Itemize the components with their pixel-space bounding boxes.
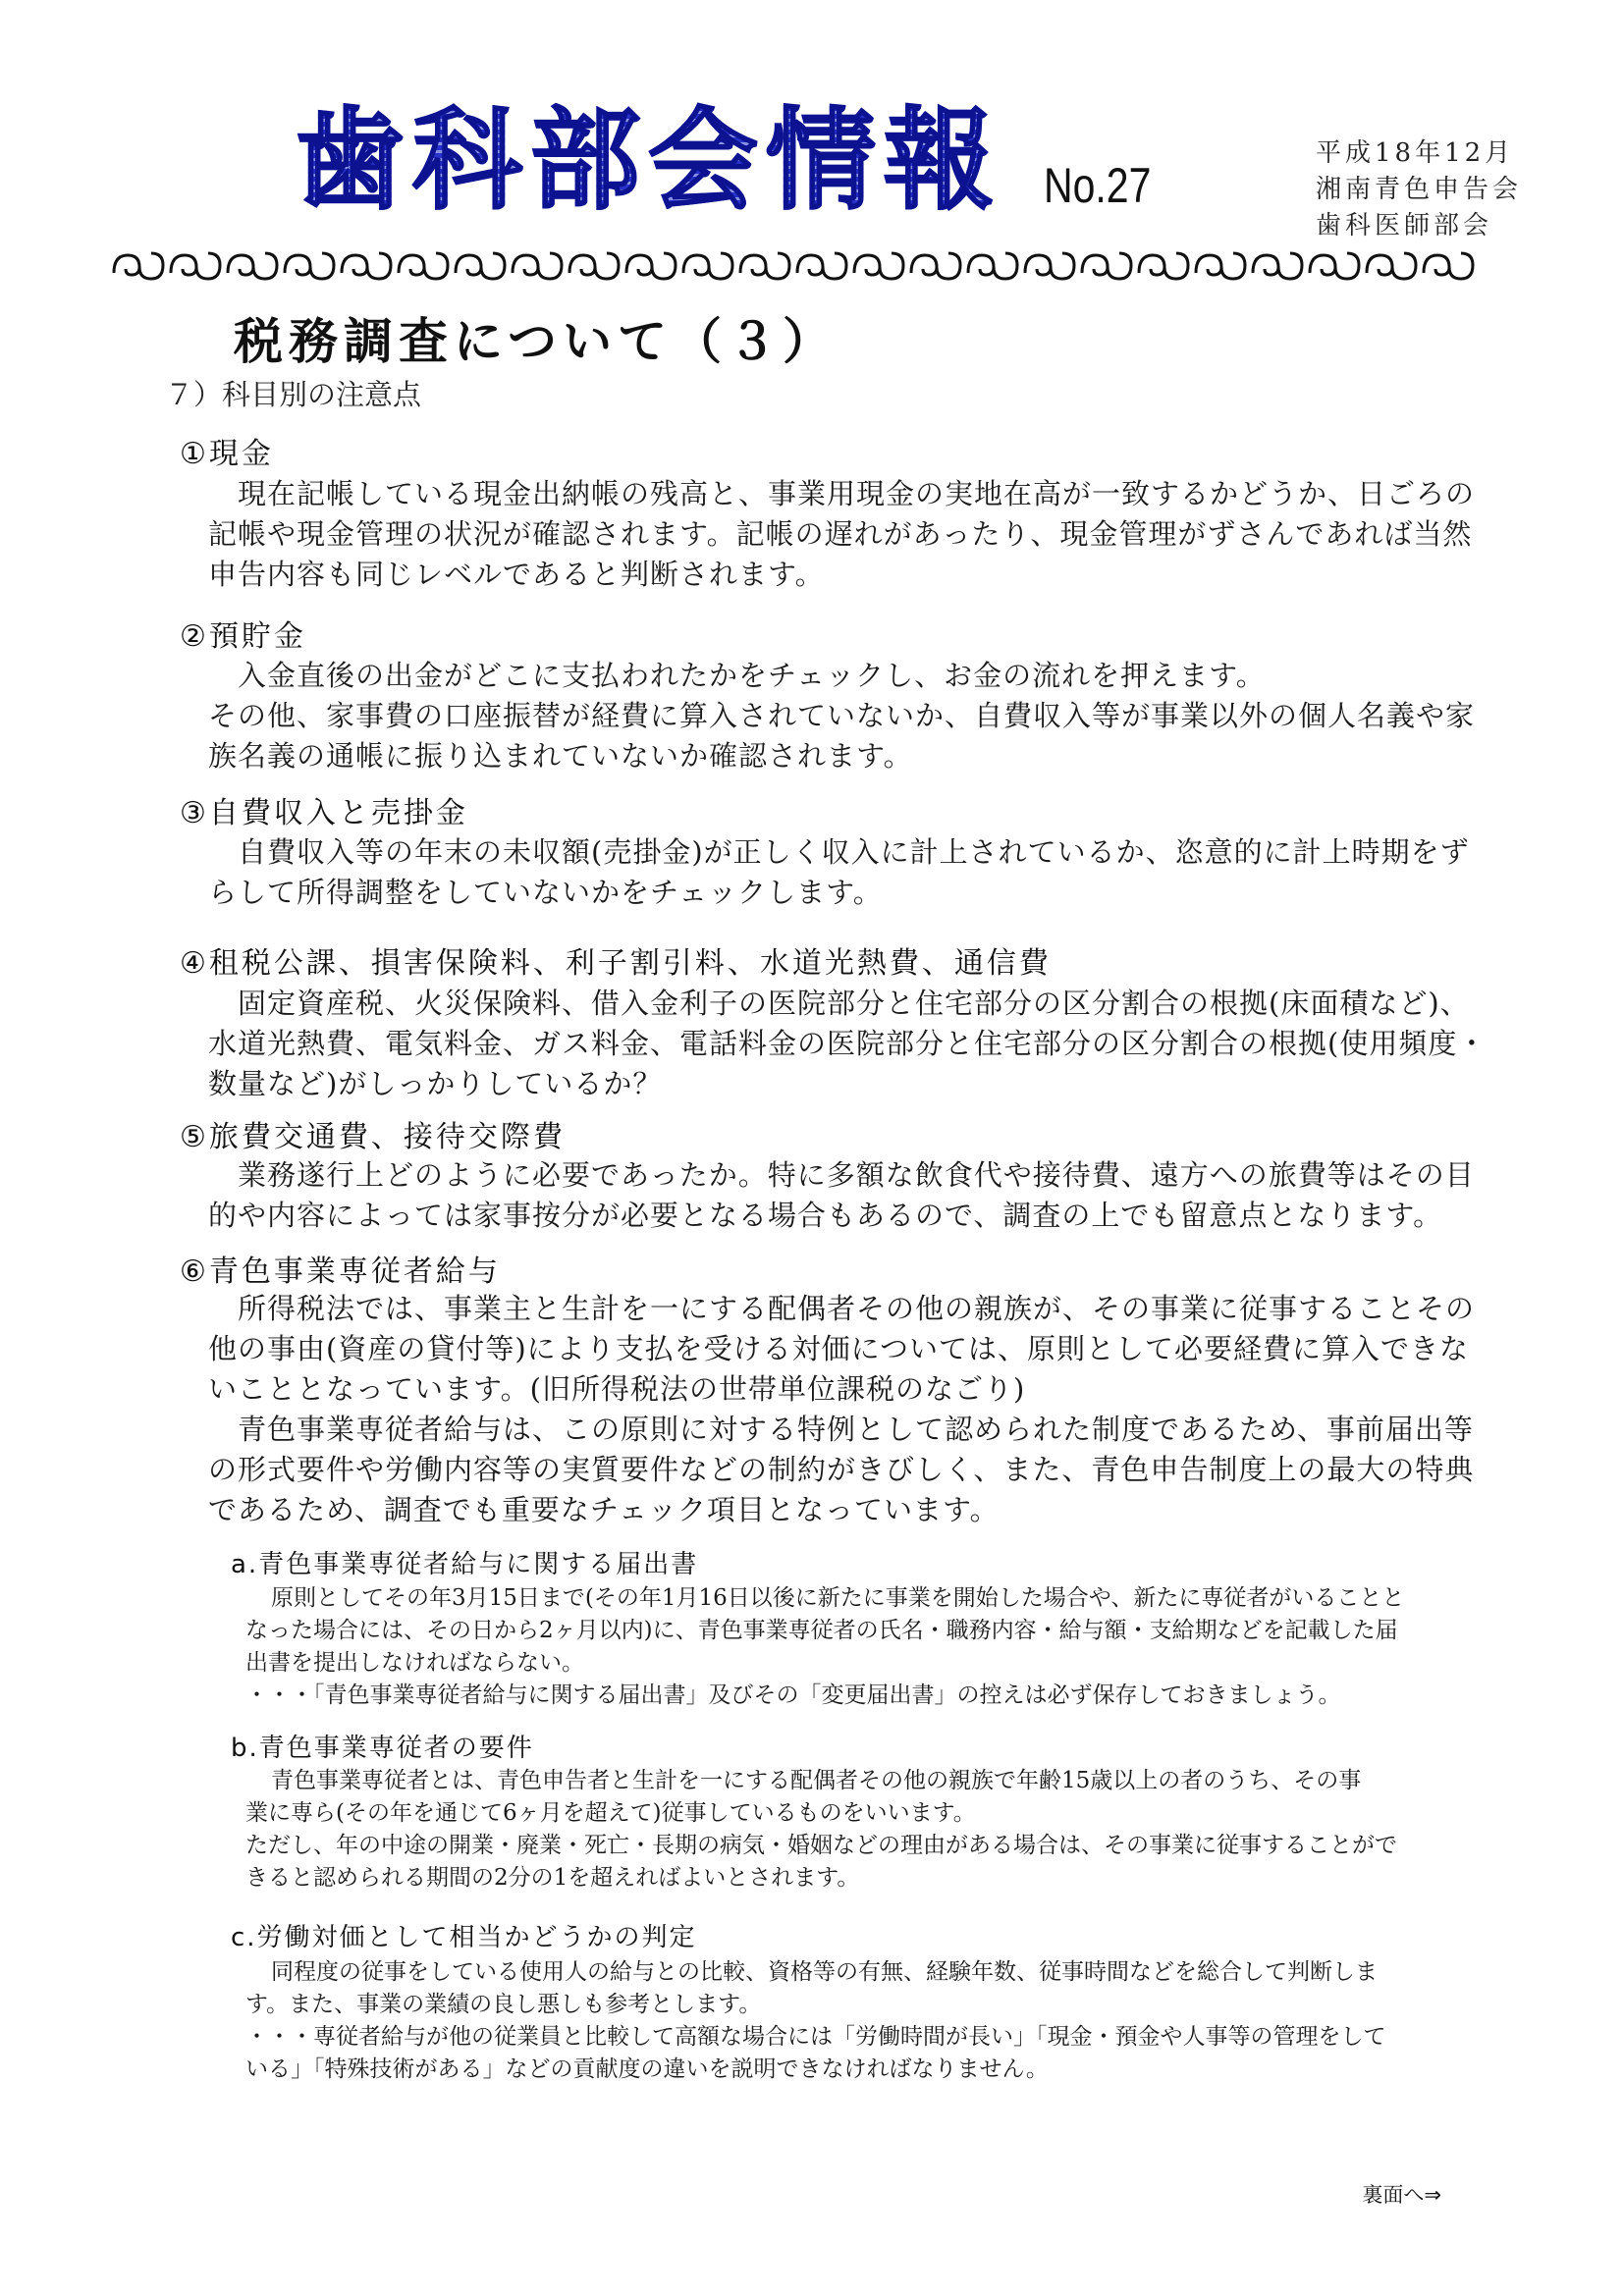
subitem-body-requirements [245, 1765, 1542, 1895]
body-line: す。また、事業の業績の良し悪しも参考とします。 [245, 1992, 762, 2017]
body-line: 青色事業専従者給与は、この原則に対する特例として認められた制度であるため、事前届出等 [238, 1413, 1474, 1446]
body-line: 数量など)がしっかりしているか？ [208, 1067, 663, 1100]
body-line: 現在記帳している現金出納帳の残高と、事業用現金の実地在高が一致するかどうか、日ごろの [238, 477, 1476, 510]
body-line: 青色事業専従者とは、青色申告者と生計を一にする配偶者その他の親族で年齢15歳以上の者のうち、その事 [271, 1768, 1362, 1793]
item-heading-expenses: ④租税公課、損害保険料、利子割引料、水道光熱費、通信費 [180, 946, 1052, 981]
body-line: いる」「特殊技術がある」などの貢献度の違いを説明できなければなりません。 [245, 2056, 1049, 2082]
item-body-expenses [208, 984, 1524, 1104]
body-line: 入金直後の出金がどこに支払われたかをチェックし、お金の流れを押えます。 [238, 659, 1266, 692]
body-line: 業に専ら(その年を通じて6ヶ月を超えて)従事しているものをいいます。 [245, 1800, 976, 1826]
body-line: であるため、調査でも重要なチェック項目となっています。 [208, 1493, 1000, 1526]
org-date: 平成18年12月 [1316, 138, 1515, 168]
body-line: なった場合には、その日から2ヶ月以内)に、青色事業専従者の氏名・職務内容・給与額・支給期などを記載した届 [245, 1618, 1398, 1643]
body-line: その他、家事費の口座振替が経費に算入されていないか、自費収入等が事業以外の個人名義や家 [208, 699, 1476, 732]
item-body-travel [208, 1155, 1524, 1236]
item-body-deposits [208, 656, 1524, 776]
item-body-cash [208, 474, 1524, 595]
body-line: ・・・「青色事業専従者給与に関する届出書」及びその「変更届出書」の控えは必ず保存しておきましょう。 [245, 1682, 1341, 1708]
subitem-heading-labor-value: c.労働対価として相当かどうかの判定 [231, 1923, 697, 1952]
item-body-family-salary [208, 1289, 1524, 1410]
body-line: 業務遂行上どのように必要であったか。特に多額な飲食代や接待費、遠方への旅費等はその目 [238, 1158, 1475, 1192]
next-page-note: 裏面へ⇒ [1362, 2183, 1441, 2207]
subitem-heading-notification: a.青色事業専従者給与に関する届出書 [231, 1550, 699, 1579]
body-line: 自費収入等の年末の未収額(売掛金)が正しく収入に計上されているか、恣意的に計上時期をず [238, 835, 1470, 869]
item-heading-deposits: ②預貯金 [180, 619, 306, 654]
body-line: 出書を提出しなければならない。 [245, 1650, 584, 1676]
body-line: 同程度の従事をしている使用人の給与との比較、資格等の有無、経験年数、従事時間などを総合して判断しま [271, 1959, 1378, 1985]
organization-info [1316, 135, 1522, 244]
article-title: 税務調査について（３） [234, 313, 838, 370]
item-heading-travel: ⑤旅費交通費、接待交際費 [180, 1120, 566, 1154]
body-line: 固定資産税、火災保険料、借入金利子の医院部分と住宅部分の区分割合の根拠(床面積など)、 [238, 987, 1470, 1020]
body-line: きると認められる期間の2分の1を超えればよいとされます。 [245, 1865, 860, 1891]
org-association: 湘南青色申告会 [1316, 175, 1523, 204]
body-line: 的や内容によっては家事按分が必要となる場合もあるので、調査の上でも留意点となります。 [208, 1199, 1443, 1232]
section-label: ７）科目別の注意点 [165, 378, 422, 411]
issue-number: No.27 [1044, 158, 1152, 213]
masthead-title: 歯科部会情報 [295, 97, 1001, 225]
body-line: いこととなっています。(旧所得税法の世帯単位課税のなごり) [208, 1372, 1026, 1406]
body-line: 所得税法では、事業主と生計を一にする配偶者その他の親族が、その事業に従事することその [238, 1292, 1476, 1325]
subitem-heading-requirements: b.青色事業専従者の要件 [231, 1734, 534, 1763]
body-line: ただし、年の中途の開業・廃業・死亡・長期の病気・婚姻などの理由がある場合は、その事業に従事することがで [245, 1833, 1397, 1858]
ornamental-divider [110, 245, 1514, 285]
body-line: ・・・専従者給与が他の従業員と比較して高額な場合には「労働時間が長い」「現金・預金や人事等の管理をして [245, 2024, 1386, 2050]
body-line: 水道光熱費、電気料金、ガス料金、電話料金の医院部分と住宅部分の区分割合の根拠(使用頻度・ [208, 1027, 1488, 1060]
subitem-body-notification [245, 1582, 1542, 1712]
org-department: 歯科医師部会 [1316, 211, 1493, 240]
body-line: 原則としてその年3月15日まで(その年1月16日以後に新たに事業を開始した場合や、新たに専従者がいることと [271, 1585, 1405, 1611]
item-body-receivables [208, 832, 1524, 913]
subitem-body-labor-value [245, 1956, 1542, 2086]
body-line: 申告内容も同じレベルであると判断されます。 [208, 558, 825, 591]
item-heading-cash: ①現金 [180, 437, 274, 471]
body-line: 他の事由(資産の貸付等)により支払を受ける対価については、原則として必要経費に算入できな [208, 1332, 1470, 1365]
item-heading-receivables: ③自費収入と売掛金 [180, 796, 468, 830]
item-body-family-salary-2 [208, 1410, 1524, 1530]
body-line: 族名義の通帳に振り込まれていないか確認されます。 [208, 739, 913, 773]
body-line: 記帳や現金管理の状況が確認されます。記帳の遅れがあったり、現金管理がずさんであれば当然 [208, 517, 1473, 551]
body-line: の形式要件や労働内容等の実質要件などの制約がきびしく、また、青色申告制度上の最大の特典 [208, 1453, 1475, 1486]
item-heading-family-salary: ⑥青色事業専従者給与 [180, 1255, 501, 1289]
body-line: らして所得調整をしていないかをチェックします。 [208, 876, 883, 909]
